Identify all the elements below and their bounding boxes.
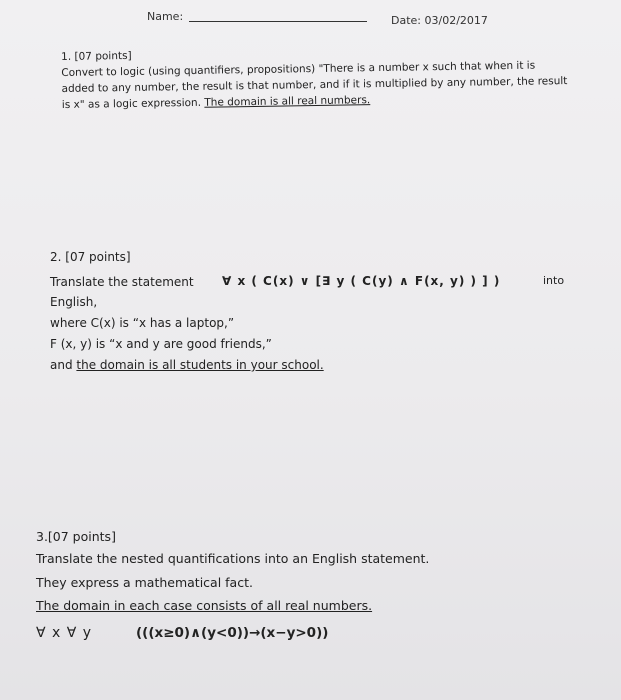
q2-into: into <box>543 274 565 287</box>
date-label: Date: 03/02/2017 <box>391 14 488 27</box>
q1-domain: The domain is all real numbers. <box>204 94 371 109</box>
q2-and: and <box>50 358 73 372</box>
q2-domain: the domain is all students in your school. <box>76 358 324 372</box>
q1-block <box>61 41 568 113</box>
q2-formula: ∀ x ( C(x) ∨ [∃ y ( C(y) ∧ F(x, y) ) ] ) <box>222 274 501 288</box>
name-label: Name: <box>147 10 184 23</box>
q1-line1: Convert to logic (using quantifiers, propositions) "There is a number x such that when it is <box>61 59 536 79</box>
q2-domain-line <box>50 356 324 374</box>
q3-line1: Translate the nested quantifications into an English statement. <box>36 551 430 566</box>
q1-line2: added to any number, the result is that number, and if it is multiplied by any number, the result <box>61 75 568 95</box>
q3-quantifiers: ∀ x ∀ y <box>36 625 93 641</box>
q2-where-cx: where C(x) is “x has a laptop,” <box>50 316 235 330</box>
name-underline <box>189 21 367 22</box>
q3-number: 3.[07 points] <box>36 529 116 544</box>
q2-number: 2. [07 points] <box>50 250 131 264</box>
q2-translate-text: Translate the statement <box>50 275 194 289</box>
q2-fxy: F (x, y) is “x and y are good friends,” <box>50 337 272 351</box>
q3-formula: (((x≥0)∧(y<0))→(x−y>0)) <box>136 625 329 641</box>
q2-english: English, <box>50 295 98 309</box>
q3-line2: They express a mathematical fact. <box>36 575 253 590</box>
q1-line3-start: is x" as a logic expression. <box>61 96 202 111</box>
q3-domain: The domain in each case consists of all real numbers. <box>36 598 373 613</box>
q1-number: 1. [07 points] <box>61 49 132 63</box>
